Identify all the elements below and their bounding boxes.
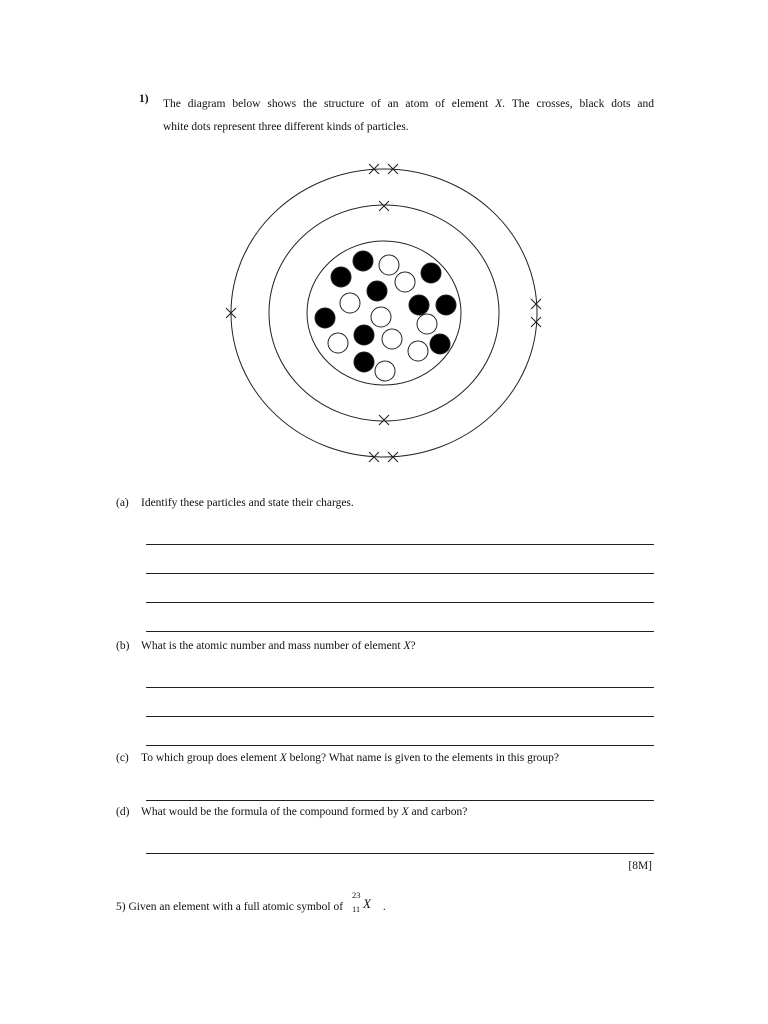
white-dot-particle — [379, 255, 399, 275]
part-c-question: To which group does element X belong? What name is given to the elements in this group? — [141, 752, 560, 764]
white-dot-particle — [375, 361, 395, 381]
part-b-answer-line-3[interactable] — [146, 745, 654, 746]
black-dot-particle — [409, 295, 429, 315]
marks-total: [8M] — [628, 860, 652, 872]
part-b-label: (b) — [116, 640, 130, 652]
electron-cross — [379, 201, 389, 211]
part-a-answer-line-3[interactable] — [146, 602, 654, 603]
white-dot-particle — [371, 307, 391, 327]
black-dot-particle — [354, 352, 374, 372]
black-dot-particle — [354, 325, 374, 345]
part-b-answer-line-1[interactable] — [146, 687, 654, 688]
black-dot-particle — [331, 267, 351, 287]
part-d-answer-line-1[interactable] — [146, 853, 654, 854]
part-d-question: What would be the formula of the compound formed by X and carbon? — [141, 806, 468, 818]
question-1-text: The diagram below shows the structure of an atom of element X. The crosses, black dots and white dots represent three different kinds of particles. — [163, 98, 654, 133]
white-dot-particle — [417, 314, 437, 334]
part-c-answer-line-1[interactable] — [146, 800, 654, 801]
part-b-question: What is the atomic number and mass number of element X? — [141, 640, 416, 652]
black-dot-particle — [367, 281, 387, 301]
white-dot-particle — [340, 293, 360, 313]
black-dot-particle — [421, 263, 441, 283]
black-dot-particle — [436, 295, 456, 315]
white-dot-particle — [328, 333, 348, 353]
black-dot-particle — [315, 308, 335, 328]
white-dot-particle — [382, 329, 402, 349]
part-a-answer-line-2[interactable] — [146, 573, 654, 574]
part-c-label: (c) — [116, 752, 129, 764]
part-a-answer-line-1[interactable] — [146, 544, 654, 545]
part-a-label: (a) — [116, 497, 129, 509]
black-dot-particle — [430, 334, 450, 354]
question-1-number: 1) — [139, 93, 149, 105]
question-5: 5) Given an element with a full atomic symbol of 23 11 X . — [116, 890, 386, 914]
electron-cross — [379, 415, 389, 425]
black-dot-particle — [353, 251, 373, 271]
white-dot-particle — [408, 341, 428, 361]
atomic-symbol: 23 11 X — [351, 890, 371, 914]
atom-structure-diagram — [220, 158, 550, 468]
part-a-answer-line-4[interactable] — [146, 631, 654, 632]
part-a-question: Identify these particles and state their charges. — [141, 497, 354, 509]
part-b-answer-line-2[interactable] — [146, 716, 654, 717]
part-d-label: (d) — [116, 806, 130, 818]
white-dot-particle — [395, 272, 415, 292]
